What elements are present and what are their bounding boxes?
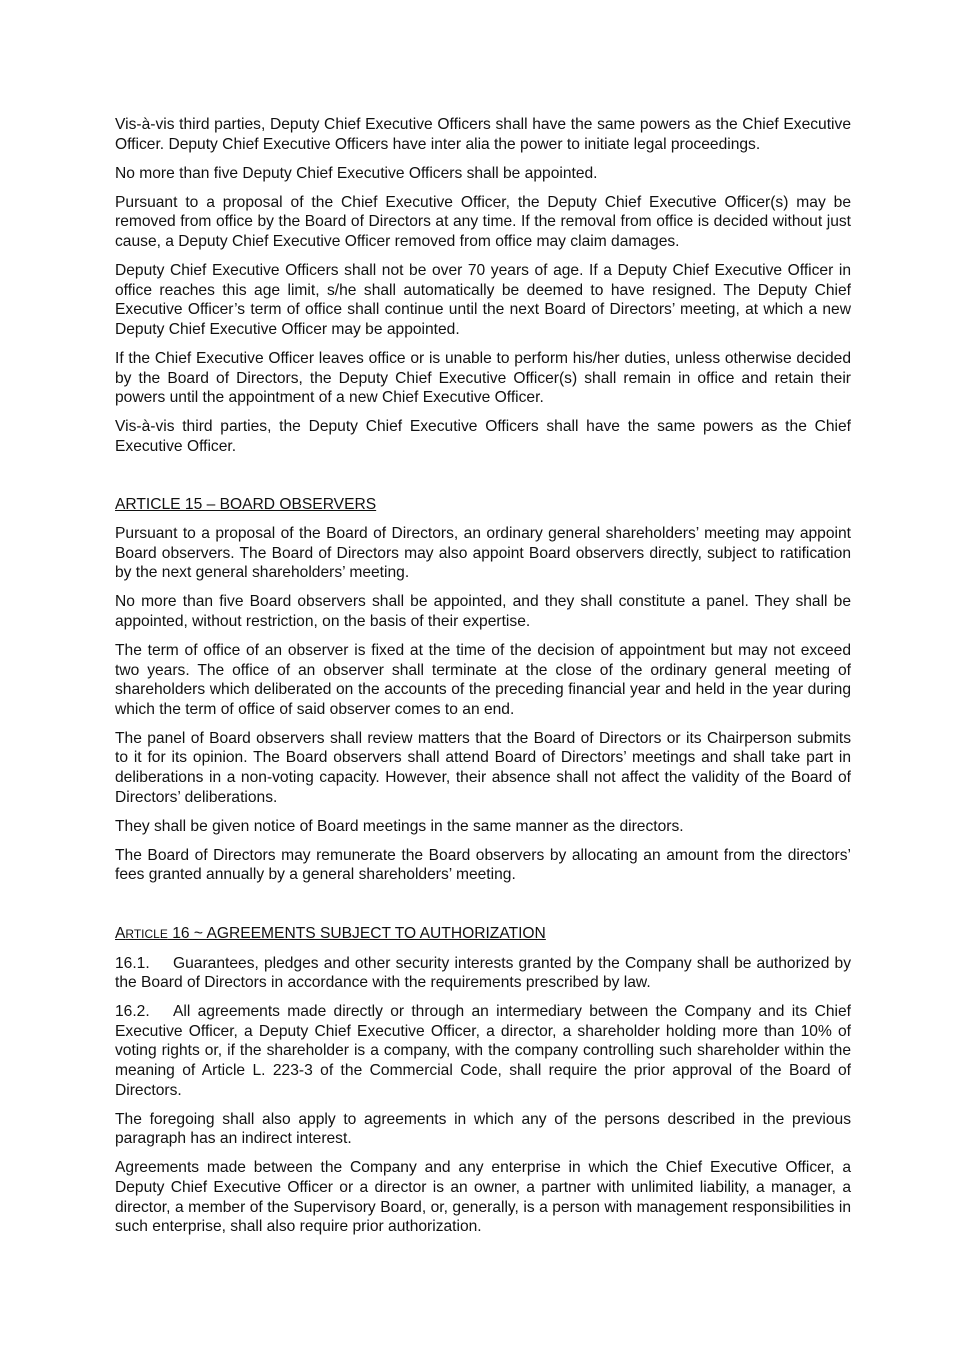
paragraph: No more than five Board observers shall be appointed, and they shall constitute a panel. They shall be appointed, without restriction, on the basis of their expertise. <box>115 593 851 630</box>
paragraph: Pursuant to a proposal of the Board of Directors, an ordinary general shareholders’ meeting may appoint Board observers. The Board of Directors may also appoint Board observers directly, subject to ratification by the next general shareholders’ meeting. <box>115 525 851 582</box>
article-15-heading: ARTICLE 15 – BOARD OBSERVERS <box>115 496 377 514</box>
article-16-heading <box>115 924 851 945</box>
paragraph: They shall be given notice of Board meetings in the same manner as the directors. <box>115 817 684 835</box>
clause-number: 16.2. <box>115 1003 150 1021</box>
paragraph: The term of office of an observer is fixed at the time of the decision of appointment but may not exceed two years. The office of an observer shall terminate at the close of the ordinary general meeting of shareholders which deliberated on the accounts of the preceding financial year and held in the year during which the term of office of said observer comes to an end. <box>115 641 851 718</box>
paragraph: Vis-à-vis third parties, Deputy Chief Executive Officers shall have the same powers as the Chief Executive Officer. Deputy Chief Executive Officers have inter alia the power to initiate legal proceedings. <box>115 116 851 153</box>
clause-number: 16.1. <box>115 954 150 972</box>
paragraph: The Board of Directors may remunerate the Board observers by allocating an amount from the directors’ fees granted annually by a general shareholders’ meeting. <box>115 846 851 884</box>
heading-title: 16 ~ AGREEMENTS SUBJECT TO AUTHORIZATION <box>167 925 546 942</box>
paragraph: Deputy Chief Executive Officers shall not be over 70 years of age. If a Deputy Chief Executive Officer in office reaches this age limit, s/he shall automatically be deemed to have resigned. The Deputy Chief Executive Officer’s term of office shall continue until the next Board of Directors’ meeting, at which a new Deputy Chief Executive Officer may be appointed. <box>115 262 851 338</box>
paragraph: The panel of Board observers shall review matters that the Board of Directors or its Chairperson submits to it for its opinion. The Board observers shall attend Board of Directors’ meetings and shall take part in deliberations in a non-voting capacity. However, their absence shall not affect the validity of the Board of Directors’ deliberations. <box>115 729 851 806</box>
clause-text: All agreements made directly or through an intermediary between the Company and its Chief Executive Officer, a Deputy Chief Executive Officer, a director, a shareholder holding more than 10% of voting rights or, if the shareholder is a company, with the company controlling such shareholder within the meaning of Article L. 223-3 of the Commercial Code, shall require the prior approval of the Board of Directors. <box>115 1003 851 1099</box>
article-15-section <box>115 495 851 885</box>
document-page <box>115 115 851 1246</box>
paragraph: Agreements made between the Company and any enterprise in which the Chief Executive Officer, a Deputy Chief Executive Officer or a director is an owner, a partner with unlimited liability, a manager, a director, a member of the Supervisory Board, or, generally, is a person with management responsibilities in such enterprise, shall also require prior authorization. <box>115 1159 851 1236</box>
paragraph: If the Chief Executive Officer leaves office or is unable to perform his/her duties, unless otherwise decided by the Board of Directors, the Deputy Chief Executive Officer(s) shall remain in office and retain their powers until the appointment of a new Chief Executive Officer. <box>115 349 851 407</box>
heading-initial: A <box>115 925 126 942</box>
paragraph: Vis-à-vis third parties, the Deputy Chief Executive Officers shall have the same powers as the Chief Executive Officer. <box>115 418 851 455</box>
paragraph: Pursuant to a proposal of the Chief Executive Officer, the Deputy Chief Executive Officer(s) may be removed from office by the Board of Directors at any time. If the removal from office is decided without just cause, a Deputy Chief Executive Officer removed from office may claim damages. <box>115 193 851 250</box>
article-14-continuation <box>115 115 851 456</box>
heading-smallcaps: RTICLE <box>125 927 168 941</box>
clause-16-2 <box>115 1002 851 1100</box>
clause-16-1 <box>115 954 851 993</box>
paragraph: No more than five Deputy Chief Executive Officers shall be appointed. <box>115 164 598 182</box>
clause-text: Guarantees, pledges and other security interests granted by the Company shall be authorized by the Board of Directors in accordance with the requirements prescribed by law. <box>115 954 851 992</box>
article-16-section <box>115 924 851 1237</box>
paragraph: The foregoing shall also apply to agreements in which any of the persons described in the previous paragraph has an indirect interest. <box>115 1110 851 1148</box>
